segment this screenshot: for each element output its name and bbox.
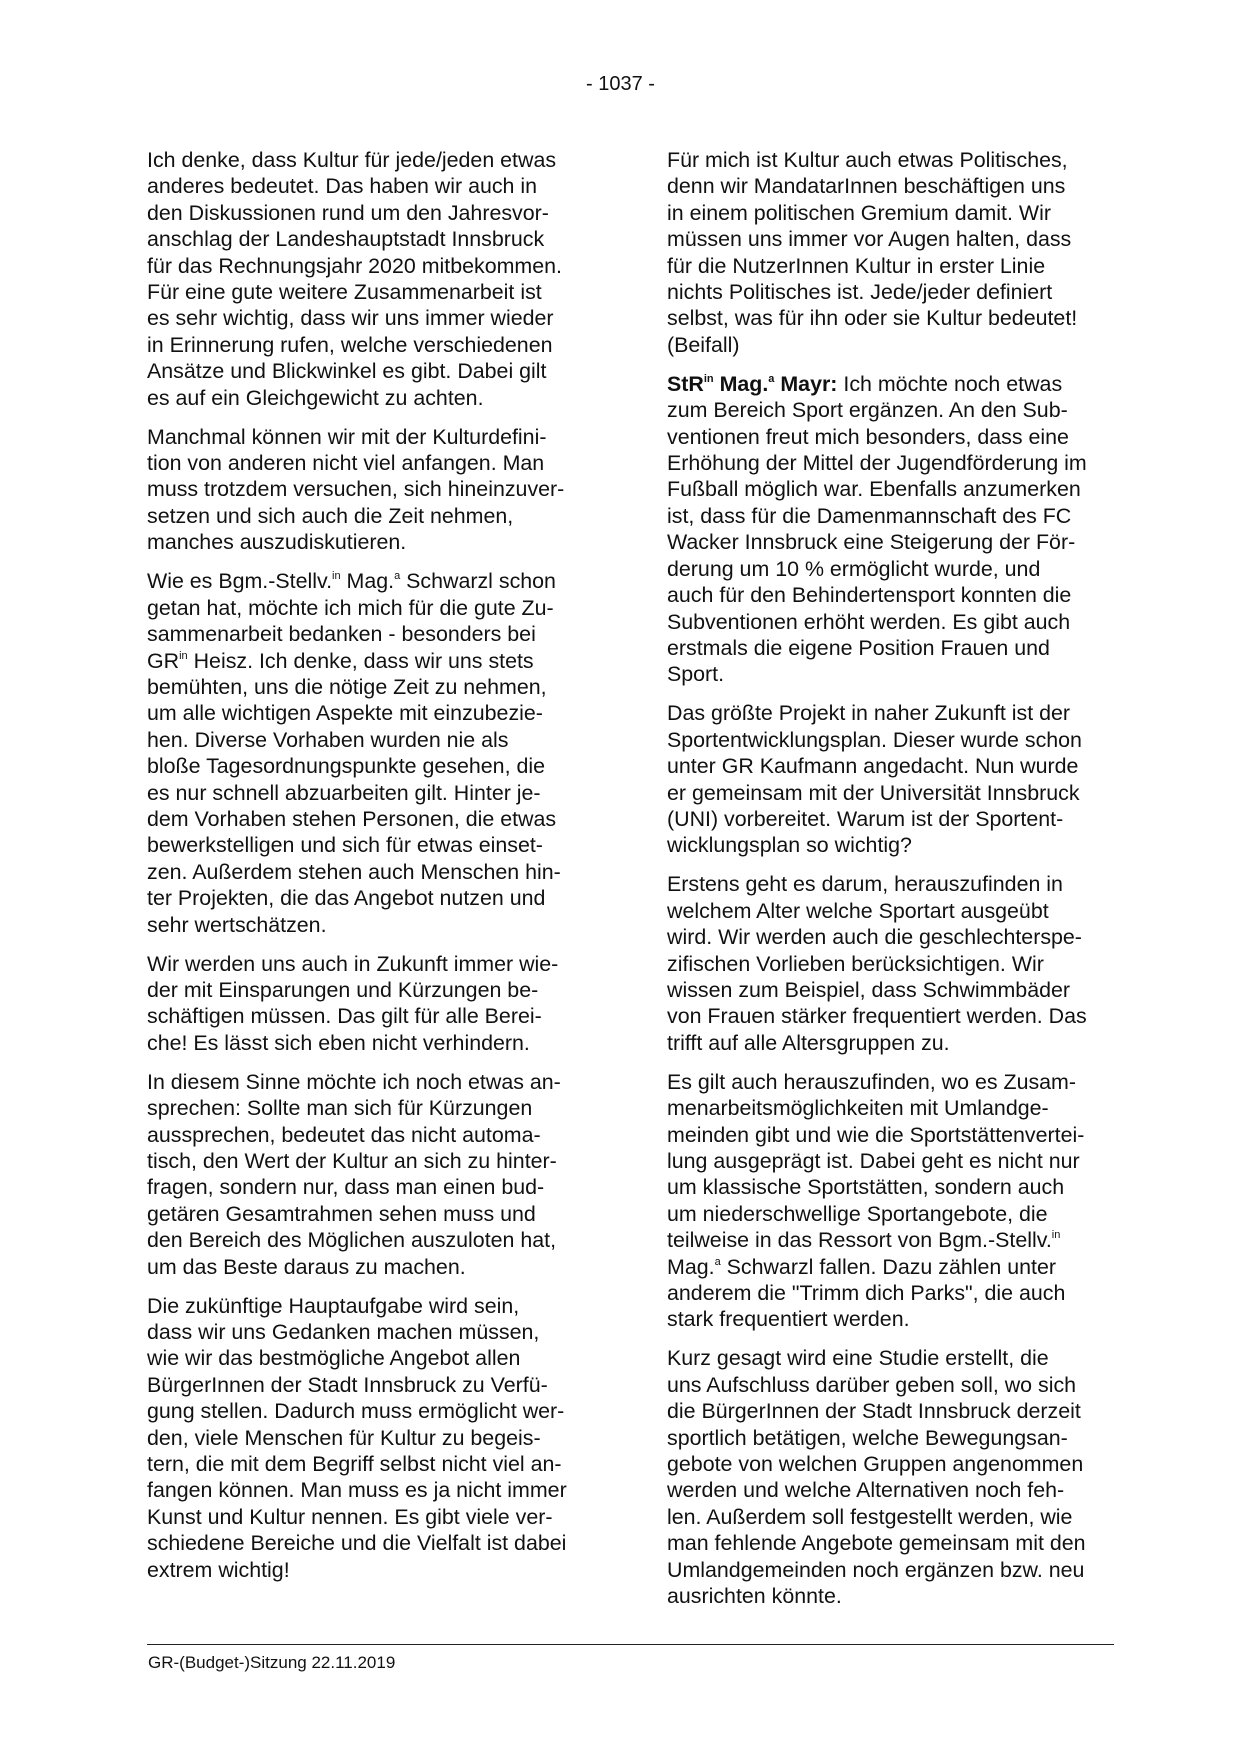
superscript: a: [714, 1255, 721, 1268]
paragraph: [667, 1345, 1117, 1609]
text-line: sportlich betätigen, welche Bewegungsan-: [667, 1425, 1068, 1450]
text-line: werden und welche Alternativen noch feh-: [667, 1478, 1065, 1503]
text-line: (UNI) vorbereitet. Warum ist der Sportent-: [667, 806, 1064, 831]
text-line: anschlag der Landeshauptstadt Innsbruck: [147, 227, 545, 252]
text-line: fragen, sondern nur, dass man einen bud-: [147, 1175, 545, 1200]
text-run: Mag.: [713, 371, 769, 396]
text-line: tern, die mit dem Begriff selbst nicht viel an-: [147, 1452, 562, 1477]
text-line: derung um 10 % ermöglicht wurde, und: [667, 556, 1041, 581]
text-line: aussprechen, bedeutet das nicht automa-: [147, 1122, 541, 1147]
text-run: Schwarzl fallen. Dazu zählen unter: [720, 1254, 1056, 1279]
paragraph: [667, 147, 1117, 358]
text-line: wissen zum Beispiel, dass Schwimmbäder: [667, 977, 1071, 1002]
text-line: BürgerInnen der Stadt Innsbruck zu Verfü-: [147, 1372, 548, 1397]
text-line: es sehr wichtig, dass wir uns immer wieder: [147, 306, 554, 331]
text-line: die BürgerInnen der Stadt Innsbruck derzeit: [667, 1399, 1081, 1424]
text-line: von Frauen stärker frequentiert werden. Das: [667, 1004, 1087, 1029]
text-line: müssen uns immer vor Augen halten, dass: [667, 227, 1072, 252]
paragraph: [667, 1069, 1117, 1333]
text-run: teilweise in das Ressort von Bgm.-Stellv.: [667, 1228, 1052, 1253]
text-line: Fußball möglich war. Ebenfalls anzumerken: [667, 477, 1081, 502]
text-line: menarbeitsmöglichkeiten mit Umlandge-: [667, 1096, 1049, 1121]
text-line: tisch, den Wert der Kultur an sich zu hinter-: [147, 1149, 557, 1173]
text-line: gung stellen. Dadurch muss ermöglicht wer-: [147, 1399, 565, 1424]
text-run: Wie es Bgm.-Stellv.: [147, 569, 333, 594]
text-line: er gemeinsam mit der Universität Innsbruck: [667, 780, 1080, 805]
text-line: es auf ein Gleichgewicht zu achten.: [147, 385, 484, 410]
text-run: Ich möchte noch etwas: [837, 371, 1063, 396]
text-line: Subventionen erhöht werden. Es gibt auch: [667, 609, 1071, 634]
text-line: hen. Diverse Vorhaben wurden nie als: [147, 727, 509, 752]
text-line: [667, 371, 1117, 397]
text-line: getan hat, möchte ich mich für die gute Zu-: [147, 595, 554, 620]
text-line: [667, 1254, 1117, 1280]
text-line: meinden gibt und wie die Sportstättenvertei-: [667, 1122, 1085, 1147]
text-line: in einem politischen Gremium damit. Wir: [667, 200, 1051, 225]
text-line: den Bereich des Möglichen auszuloten hat,: [147, 1228, 557, 1253]
paragraph: [147, 1069, 597, 1280]
text-line: schäftigen müssen. Das gilt für alle Berei-: [147, 1004, 542, 1029]
page-number: - 1037 -: [586, 73, 655, 95]
text-line: In diesem Sinne möchte ich noch etwas an-: [147, 1069, 561, 1094]
text-line: tion von anderen nicht viel anfangen. Man: [147, 451, 545, 476]
text-line: welchem Alter welche Sportart ausgeübt: [667, 898, 1049, 923]
text-line: schiedene Bereiche und die Vielfalt ist dabei: [147, 1531, 567, 1556]
text-line: es nur schnell abzuarbeiten gilt. Hinter je-: [147, 780, 541, 805]
superscript: in: [703, 372, 714, 385]
text-line: getären Gesamtrahmen sehen muss und: [147, 1201, 536, 1226]
paragraph: [147, 951, 597, 1057]
text-line: Sport.: [667, 662, 725, 687]
text-line: [147, 568, 597, 594]
text-line: uns Aufschluss darüber geben soll, wo sich: [667, 1372, 1077, 1397]
footer-session-label: GR-(Budget-)Sitzung 22.11.2019: [148, 1653, 396, 1672]
text-line: Umlandgemeinden noch ergänzen bzw. neu: [667, 1557, 1085, 1582]
speaker-name: [667, 372, 837, 396]
text-run: Mayr:: [774, 371, 838, 396]
text-line: sprechen: Sollte man sich für Kürzungen: [147, 1096, 533, 1121]
text-line: extrem wichtig!: [147, 1557, 290, 1582]
text-line: len. Außerdem soll festgestellt werden, wie: [667, 1504, 1073, 1529]
superscript: in: [179, 649, 188, 662]
paragraph: [147, 147, 597, 411]
text-line: Wacker Innsbruck eine Steigerung der För-: [667, 530, 1076, 555]
text-line: ventionen freut mich besonders, dass eine: [667, 424, 1069, 449]
text-line: [667, 1227, 1117, 1253]
text-line: stark frequentiert werden.: [667, 1307, 910, 1332]
text-line: für die NutzerInnen Kultur in erster Linie: [667, 253, 1046, 278]
text-run: StR: [667, 371, 704, 396]
paragraph: [667, 700, 1117, 858]
text-line: Die zukünftige Hauptaufgabe wird sein,: [147, 1293, 520, 1318]
text-line: Kunst und Kultur nennen. Es gibt viele ver-: [147, 1504, 553, 1529]
text-line: sehr wertschätzen.: [147, 912, 327, 937]
text-line: bloße Tagesordnungspunkte gesehen, die: [147, 754, 546, 779]
text-line: trifft auf alle Altersgruppen zu.: [667, 1030, 950, 1055]
text-line: den, viele Menschen für Kultur zu begeis-: [147, 1425, 541, 1450]
text-line: zum Bereich Sport ergänzen. An den Sub-: [667, 398, 1068, 423]
text-line: dass wir uns Gedanken machen müssen,: [147, 1320, 540, 1345]
text-run: GR: [147, 648, 180, 673]
text-line: den Diskussionen rund um den Jahresvor-: [147, 200, 549, 225]
text-line: denn wir MandatarInnen beschäftigen uns: [667, 174, 1066, 199]
text-line: bemühten, uns die nötige Zeit zu nehmen,: [147, 674, 547, 699]
text-line: um niederschwellige Sportangebote, die: [667, 1201, 1048, 1226]
superscript: in: [1051, 1229, 1061, 1242]
superscript: a: [768, 372, 775, 385]
text-line: unter GR Kaufmann angedacht. Nun wurde: [667, 754, 1079, 779]
text-run: Mag.: [340, 569, 395, 594]
text-line: Ich denke, dass Kultur für jede/jeden etwas: [147, 148, 557, 172]
text-line: auch für den Behindertensport konnten die: [667, 583, 1072, 608]
text-line: Es gilt auch herauszufinden, wo es Zusam-: [667, 1069, 1077, 1094]
text-line: Kurz gesagt wird eine Studie erstellt, die: [667, 1346, 1049, 1371]
text-line: wicklungsplan so wichtig?: [667, 833, 912, 858]
text-line: Wir werden uns auch in Zukunft immer wie-: [147, 951, 559, 976]
text-line: in Erinnerung rufen, welche verschiedenen: [147, 332, 553, 357]
text-line: Für mich ist Kultur auch etwas Politisches,: [667, 148, 1068, 172]
text-line: um das Beste daraus zu machen.: [147, 1254, 466, 1279]
paragraph: [147, 424, 597, 556]
text-line: gebote von welchen Gruppen angenommen: [667, 1452, 1084, 1477]
superscript: in: [332, 570, 341, 583]
text-line: anderes bedeutet. Das haben wir auch in: [147, 174, 538, 199]
text-run: Mag.: [667, 1254, 715, 1279]
text-line: Erstens geht es darum, herauszufinden in: [667, 872, 1063, 897]
footer-divider: [147, 1644, 1114, 1645]
superscript: a: [394, 570, 401, 583]
text-line: setzen und sich auch die Zeit nehmen,: [147, 503, 514, 528]
text-line: man fehlende Angebote gemeinsam mit den: [667, 1531, 1086, 1556]
text-line: lung ausgeprägt ist. Dabei geht es nicht nur: [667, 1149, 1080, 1173]
text-line: wird. Wir werden auch die geschlechterspe-: [667, 925, 1082, 950]
text-line: ist, dass für die Damenmannschaft des FC: [667, 503, 1072, 528]
text-line: (Beifall): [667, 332, 740, 357]
text-line: anderem die "Trimm dich Parks", die auch: [667, 1281, 1066, 1306]
text-line: che! Es lässt sich eben nicht verhindern.: [147, 1030, 530, 1055]
text-line: zifischen Vorlieben berücksichtigen. Wir: [667, 951, 1044, 976]
text-line: nichts Politisches ist. Jede/jeder definiert: [667, 280, 1053, 305]
text-line: Ansätze und Blickwinkel es gibt. Dabei gilt: [147, 359, 547, 384]
text-line: zen. Außerdem stehen auch Menschen hin-: [147, 859, 561, 884]
text-line: Für eine gute weitere Zusammenarbeit ist: [147, 280, 542, 305]
text-line: sammenarbeit bedanken - besonders bei: [147, 622, 536, 647]
text-line: Das größte Projekt in naher Zukunft ist der: [667, 701, 1071, 726]
text-line: erstmals die eigene Position Frauen und: [667, 635, 1050, 660]
text-line: für das Rechnungsjahr 2020 mitbekommen.: [147, 253, 562, 278]
paragraph: [667, 371, 1117, 688]
text-run: Heisz. Ich denke, dass wir uns stets: [187, 648, 534, 673]
text-line: selbst, was für ihn oder sie Kultur bedeutet!: [667, 306, 1078, 331]
text-run: Schwarzl schon: [400, 569, 556, 594]
text-line: fangen können. Man muss es ja nicht immer: [147, 1478, 567, 1503]
text-line: Sportentwicklungsplan. Dieser wurde schon: [667, 727, 1082, 752]
text-line: dem Vorhaben stehen Personen, die etwas: [147, 806, 557, 831]
text-line: bewerkstelligen und sich für etwas einset-: [147, 833, 543, 858]
text-line: ausrichten könnte.: [667, 1584, 842, 1609]
paragraph: [147, 1293, 597, 1583]
text-line: Erhöhung der Mittel der Jugendförderung im: [667, 451, 1087, 476]
text-line: der mit Einsparungen und Kürzungen be-: [147, 977, 539, 1002]
text-line: muss trotzdem versuchen, sich hineinzuver-: [147, 477, 565, 502]
left-column: [147, 147, 597, 1596]
paragraph: [667, 871, 1117, 1056]
text-line: wie wir das bestmögliche Angebot allen: [147, 1346, 521, 1371]
text-line: ter Projekten, die das Angebot nutzen und: [147, 886, 546, 911]
text-line: [147, 648, 597, 674]
text-line: manches auszudiskutieren.: [147, 530, 407, 555]
text-line: Manchmal können wir mit der Kulturdefini-: [147, 424, 547, 449]
text-line: um klassische Sportstätten, sondern auch: [667, 1175, 1065, 1200]
text-line: um alle wichtigen Aspekte mit einzubezie-: [147, 701, 543, 726]
paragraph: [147, 568, 597, 938]
right-column: [667, 147, 1117, 1622]
